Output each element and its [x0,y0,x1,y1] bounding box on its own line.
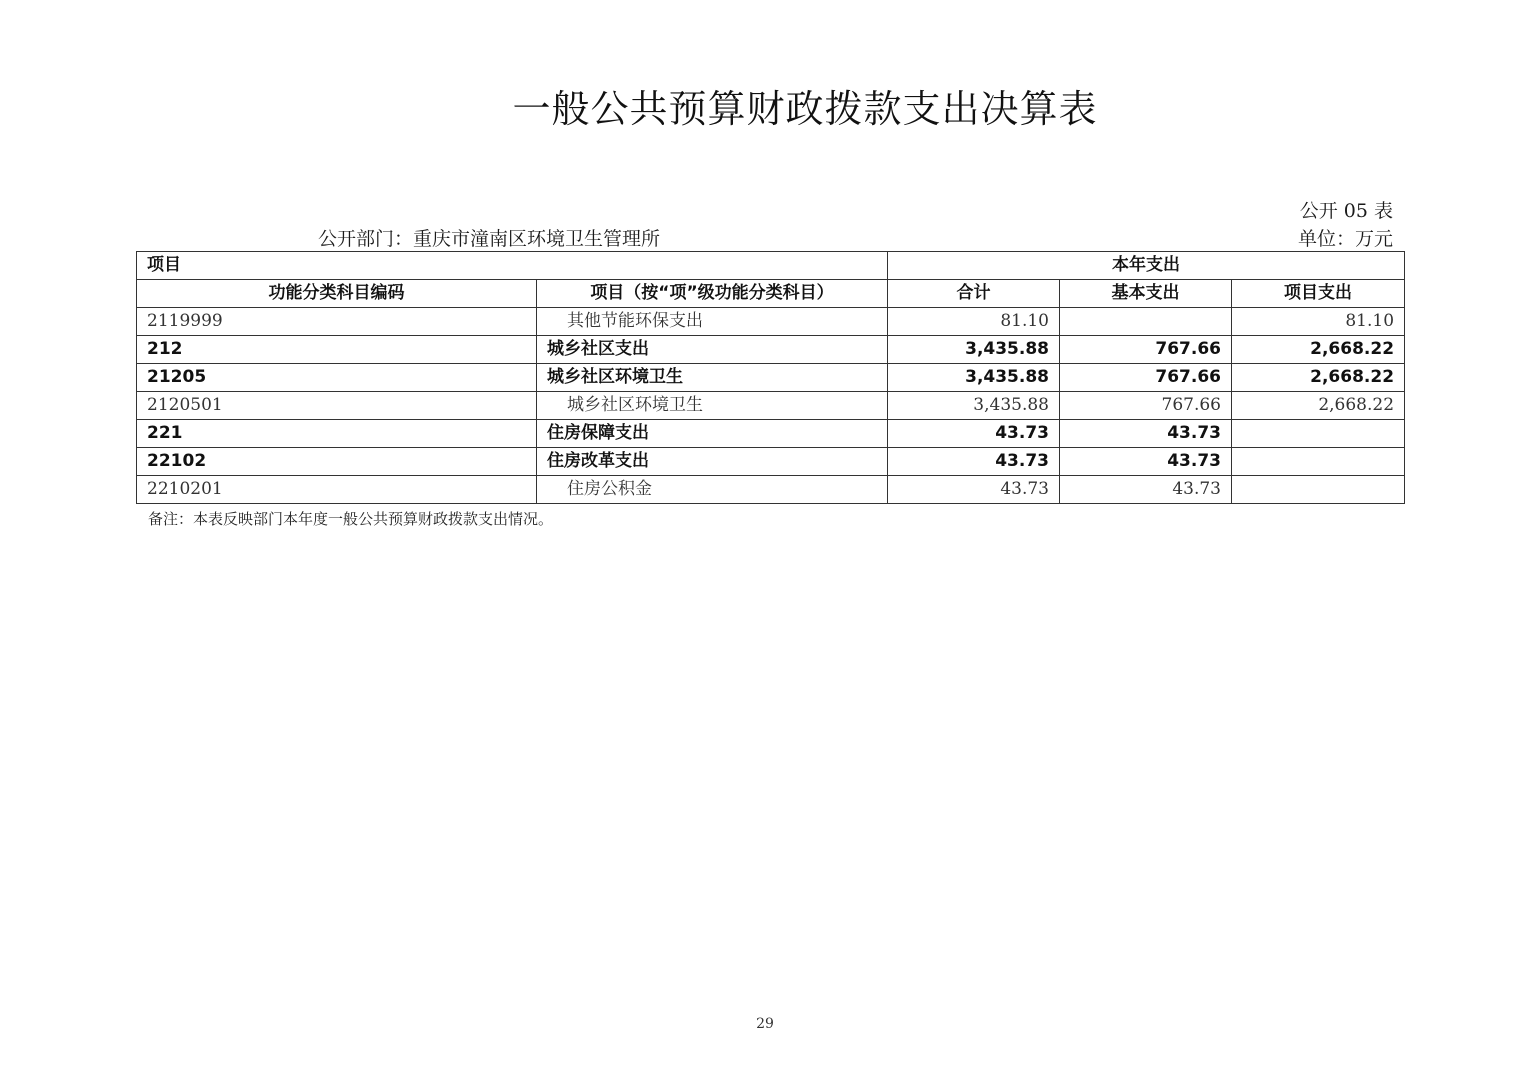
unit-label: 单位：万元 [1297,228,1393,250]
row-total: 43.73 [888,420,1060,448]
header-total: 合计 [888,280,1060,308]
header-project: 项目支出 [1232,280,1405,308]
row-name: 住房保障支出 [537,420,888,448]
table-row [137,392,1405,420]
table-row [137,420,1405,448]
table-header-row-1 [137,252,1405,280]
expenditure-table [136,251,1405,504]
header-name: 项目（按“项”级功能分类科目） [537,280,888,308]
row-code: 22102 [137,448,537,476]
row-project: 2,668.22 [1232,392,1405,420]
row-basic: 767.66 [1060,336,1232,364]
row-basic: 43.73 [1060,476,1232,504]
row-basic: 767.66 [1060,392,1232,420]
row-code: 2210201 [137,476,537,504]
table-row [137,448,1405,476]
header-basic: 基本支出 [1060,280,1232,308]
row-project [1232,476,1405,504]
row-code: 212 [137,336,537,364]
table-row [137,364,1405,392]
row-total: 3,435.88 [888,336,1060,364]
row-code: 221 [137,420,537,448]
row-basic [1060,308,1232,336]
row-name: 住房改革支出 [537,448,888,476]
page-number: 29 [756,1016,774,1032]
table-row [137,336,1405,364]
footnote: 备注：本表反映部门本年度一般公共预算财政拨款支出情况。 [148,510,554,528]
row-total: 43.73 [888,448,1060,476]
row-code: 2120501 [137,392,537,420]
header-year-expense: 本年支出 [888,252,1405,280]
table-row [137,476,1405,504]
header-item: 项目 [137,252,888,280]
row-basic: 767.66 [1060,364,1232,392]
row-name: 其他节能环保支出 [537,308,888,336]
row-project: 2,668.22 [1232,364,1405,392]
row-code: 2119999 [137,308,537,336]
department-label: 公开部门：重庆市潼南区环境卫生管理所 [318,228,661,250]
row-name: 城乡社区环境卫生 [537,364,888,392]
header-code: 功能分类科目编码 [137,280,537,308]
row-project [1232,448,1405,476]
row-project: 2,668.22 [1232,336,1405,364]
row-total: 3,435.88 [888,392,1060,420]
row-total: 3,435.88 [888,364,1060,392]
form-number: 公开 05 表 [1299,200,1393,222]
row-name: 城乡社区支出 [537,336,888,364]
row-code: 21205 [137,364,537,392]
table-row [137,308,1405,336]
row-total: 43.73 [888,476,1060,504]
row-basic: 43.73 [1060,420,1232,448]
row-name: 住房公积金 [537,476,888,504]
row-project: 81.10 [1232,308,1405,336]
row-name: 城乡社区环境卫生 [537,392,888,420]
page-title: 一般公共预算财政拨款支出决算表 [512,87,1098,131]
row-project [1232,420,1405,448]
row-basic: 43.73 [1060,448,1232,476]
table-header-row-2 [137,280,1405,308]
row-total: 81.10 [888,308,1060,336]
